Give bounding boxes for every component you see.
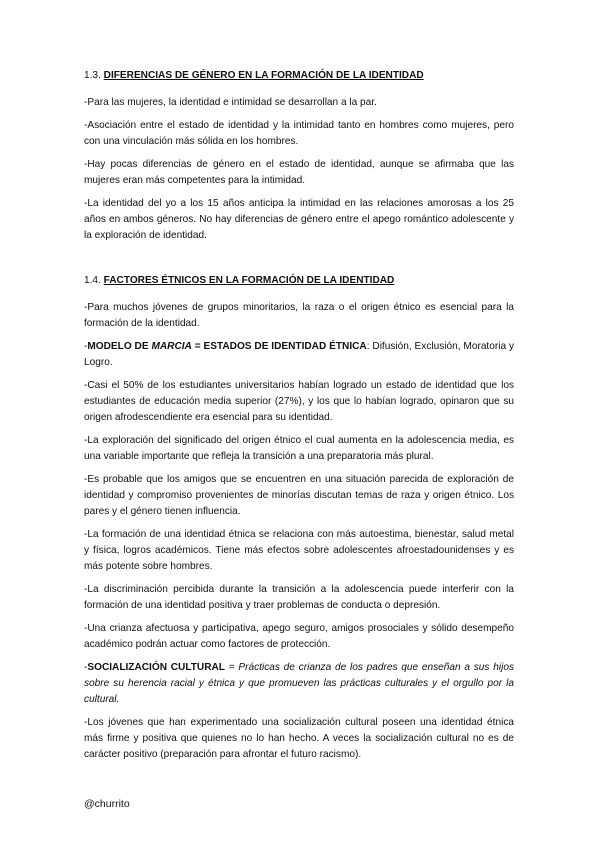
author-footer: @churrito (84, 798, 130, 810)
section-title: DIFERENCIAS DE GÉNERO EN LA FORMACIÓN DE LA IDENTIDAD (103, 70, 424, 81)
section-title: FACTORES ÉTNICOS EN LA FORMACIÓN DE LA IDENTIDAD (103, 275, 395, 286)
paragraph: -La discriminación percibida durante la transición a la adolescencia puede interferir con la formación de una identidad positiva y traer problemas de conducta o depresión. (84, 584, 514, 611)
paragraph: -Para las mujeres, la identidad e intimidad se desarrollan a la par. (84, 97, 377, 108)
section-1-4-heading (84, 273, 514, 289)
paragraph: -Asociación entre el estado de identidad y la intimidad tanto en hombres como mujeres, pero con una vinculación más sólida en los hombres. (84, 120, 514, 147)
paragraph: -La identidad del yo a los 15 años anticipa la intimidad en las relaciones amorosas a los 25 años en ambos géneros. No hay diferencias de género entre el apego romántico adolescente y la exploración de identidad. (84, 198, 514, 241)
paragraph: -Es probable que los amigos que se encuentren en una situación parecida de exploración de identidad y compromiso provenientes de minorías discutan temas de raza y origen étnico. Los pares y el género tienen influencia. (84, 474, 514, 517)
paragraph-modelo-marcia: -MODELO DE MARCIA = ESTADOS DE IDENTIDAD ÉTNICA: Difusión, Exclusión, Moratoria y Logro. (84, 341, 514, 368)
paragraph: -Casi el 50% de los estudiantes universitarios habían logrado un estado de identidad que los estudiantes de educación media superior (27%), y los que lo habían logrado, opinaron que su origen afrodescendiente era esencial para su identidad. (84, 380, 514, 423)
section-1-3-heading (84, 68, 514, 84)
paragraph: -La formación de una identidad étnica se relaciona con más autoestima, bienestar, salud metal y física, logros académicos. Tiene más efectos sobre adolescentes afroestadounidenses y es más potente sobre hombres. (84, 529, 514, 572)
paragraph: -Una crianza afectuosa y participativa, apego seguro, amigos prosociales y sólido desempeño académico podrán actuar como factores de protección. (84, 623, 514, 650)
paragraph-socializacion-cultural: -SOCIALIZACIÓN CULTURAL = Prácticas de crianza de los padres que enseñan a sus hijos sobre su herencia racial y étnica y que promueven las prácticas culturales y el orgullo por la cultural. (84, 662, 514, 705)
section-number: 1.3. (84, 70, 101, 81)
paragraph: -Los jóvenes que han experimentado una socialización cultural poseen una identidad étnica más firme y positiva que quienes no lo han hecho. A veces la socialización cultural no es de carácter positivo (preparación para afrontar el futuro racismo). (84, 717, 514, 760)
section-number: 1.4. (84, 275, 101, 286)
paragraph: -Hay pocas diferencias de género en el estado de identidad, aunque se afirmaba que las mujeres eran más competentes para la intimidad. (84, 159, 514, 186)
paragraph: -Para muchos jóvenes de grupos minoritarios, la raza o el origen étnico es esencial para la formación de la identidad. (84, 302, 514, 329)
document-page (84, 68, 514, 770)
paragraph: -La exploración del significado del origen étnico el cual aumenta en la adolescencia media, es una variable importante que refleja la transición a una preparatoria más plural. (84, 435, 514, 462)
